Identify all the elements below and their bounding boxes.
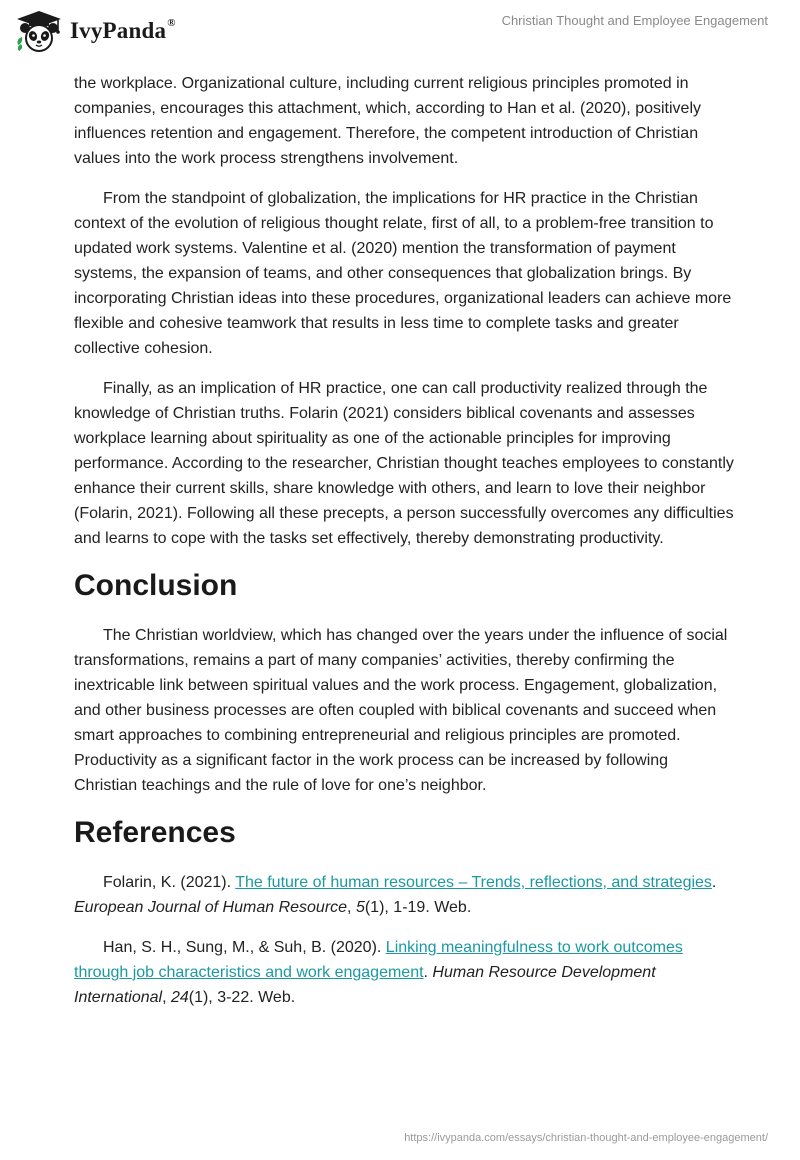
reference-details: (1), 3-22. Web.	[188, 989, 296, 1006]
reference-details: (1), 1-19. Web.	[364, 899, 472, 916]
reference-volume: 24	[170, 989, 189, 1006]
reference-punctuation: .	[423, 964, 433, 981]
reference-punctuation: ,	[347, 899, 356, 916]
reference-punctuation: ,	[162, 989, 171, 1006]
reference-punctuation: .	[711, 874, 717, 891]
reference-authors: Folarin, K. (2021).	[103, 874, 236, 891]
reference-authors: Han, S. H., Sung, M., & Suh, B. (2020).	[103, 939, 386, 956]
conclusion-paragraph: The Christian worldview, which has changed over the years under the influence of social transformations, remains a part of many companies’ activities, thereby confirming the inextricable link between spiritual values and the work process. Engagement, globalization, and other business processes are often coupled with biblical covenants and succeed when smart approaches to combining entrepreneurial and religious principles are promoted. Productivity as a significant factor in the work process can be increased by following Christian teachings and the rule of love for one’s neighbor.	[74, 627, 728, 794]
registered-mark: ®	[167, 17, 176, 30]
conclusion-heading: Conclusion	[74, 569, 238, 602]
panda-graduate-icon	[14, 9, 64, 53]
body-paragraph: From the standpoint of globalization, the implications for HR practice in the Christian context of the evolution of religious thought relate, first of all, to a problem-free transition to updated work systems. Valentine et al. (2020) mention the transformation of payment systems, the expansion of teams, and other consequences that globalization brings. By incorporating Christian ideas into these procedures, organizational leaders can achieve more flexible and cohesive teamwork that results in less time to complete tasks and greater collective cohesion.	[74, 190, 732, 357]
footer-url[interactable]: https://ivypanda.com/essays/christian-thought-and-employee-engagement/	[404, 1132, 768, 1144]
brand-name: IvyPanda®	[70, 17, 176, 43]
essay-content	[74, 71, 734, 1025]
body-paragraph: the workplace. Organizational culture, including current religious principles promoted in companies, encourages this attachment, which, according to Han et al. (2020), positively influences retention and engagement. Therefore, the competent introduction of Christian values into the work process strengthens involvement.	[74, 75, 701, 167]
references-heading: References	[74, 816, 236, 849]
reference-item	[74, 935, 734, 1010]
body-paragraph: Finally, as an implication of HR practice, one can call productivity realized through the knowledge of Christian truths. Folarin (2021) considers biblical covenants and assesses workplace learning about spirituality as one of the actionable principles for improving performance. According to the researcher, Christian thought teaches employees to constantly enhance their current skills, share knowledge with others, and learn to love their neighbor (Folarin, 2021). Following all these precepts, a person successfully overcomes any difficulties and learns to cope with the tasks set effectively, thereby demonstrating productivity.	[74, 380, 734, 547]
reference-journal: European Journal of Human Resource	[74, 899, 348, 916]
page-header	[0, 0, 800, 62]
reference-journal: Human Resource Development International	[74, 964, 656, 1006]
document-title: Christian Thought and Employee Engagement	[501, 13, 768, 28]
reference-item	[74, 870, 734, 920]
reference-title-link[interactable]: Linking meaningfulness to work outcomes through job characteristics and work engagement	[74, 939, 683, 981]
brand-logo[interactable]	[14, 9, 176, 53]
reference-title-link[interactable]: The future of human resources – Trends, reflections, and strategies	[235, 874, 712, 891]
reference-volume: 5	[355, 899, 365, 916]
